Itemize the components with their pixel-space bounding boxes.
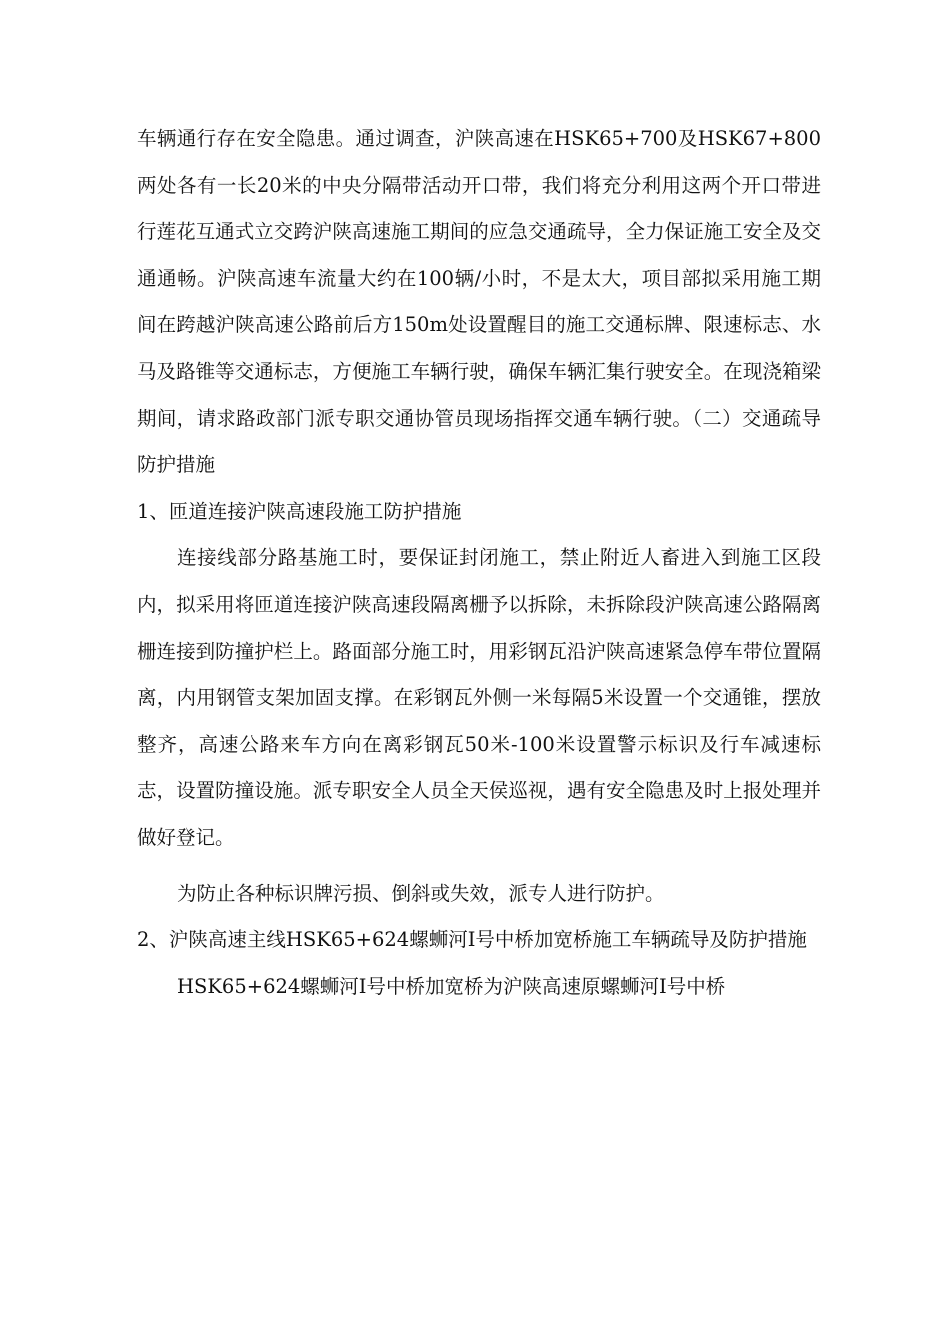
paragraph-sign-protection: 为防止各种标识牌污损、倒斜或失效，派专人进行防护。 bbox=[177, 881, 665, 905]
heading-mainline-bridge: 2、沪陕高速主线HSK65+624螺蛳河Ⅰ号中桥加宽桥施工车辆疏导及防护措施 bbox=[137, 928, 807, 952]
paragraph-bridge-widening: HSK65+624螺蛳河Ⅰ号中桥加宽桥为沪陕高速原螺蛳河Ⅰ号中桥 bbox=[177, 974, 726, 998]
heading-ramp-protection: 1、匝道连接沪陕高速段施工防护措施 bbox=[137, 499, 462, 523]
paragraph-ramp-protection: 连接线部分路基施工时，要保证封闭施工，禁止附近人畜进入到施工区段内，拟采用将匝道连接沪陕高速段隔离栅予以拆除，未拆除段沪陕高速公路隔离栅连接到防撞护栏上。路面部分施工时，用彩钢瓦沿沪陕高速紧急停车带位置隔离，内用钢管支架加固支撑。在彩钢瓦外侧一米每隔5米设置一个交通锥，摆放整齐，高速公路来车方向在离彩钢瓦50米-100米设置警示标识及行车减速标志，设置防撞设施。派专职安全人员全天侯巡视，遇有安全隐患及时上报处理并做好登记。 bbox=[137, 546, 821, 849]
document-body bbox=[137, 116, 821, 1010]
paragraph-traffic-diversion: 车辆通行存在安全隐患。通过调查，沪陕高速在HSK65+700及HSK67+800两处各有一长20米的中央分隔带活动开口带，我们将充分利用这两个开口带进行莲花互通式立交跨沪陕高速施工期间的应急交通疏导，全力保证施工安全及交通通畅。沪陕高速车流量大约在100辆/小时，不是太大，项目部拟采用施工期间在跨越沪陕高速公路前后方150m处设置醒目的施工交通标牌、限速标志、水马及路锥等交通标志，方便施工车辆行驶，确保车辆汇集行驶安全。在现浇箱梁期间，请求路政部门派专职交通协管员现场指挥交通车辆行驶。（二）交通疏导防护措施 bbox=[137, 127, 821, 477]
